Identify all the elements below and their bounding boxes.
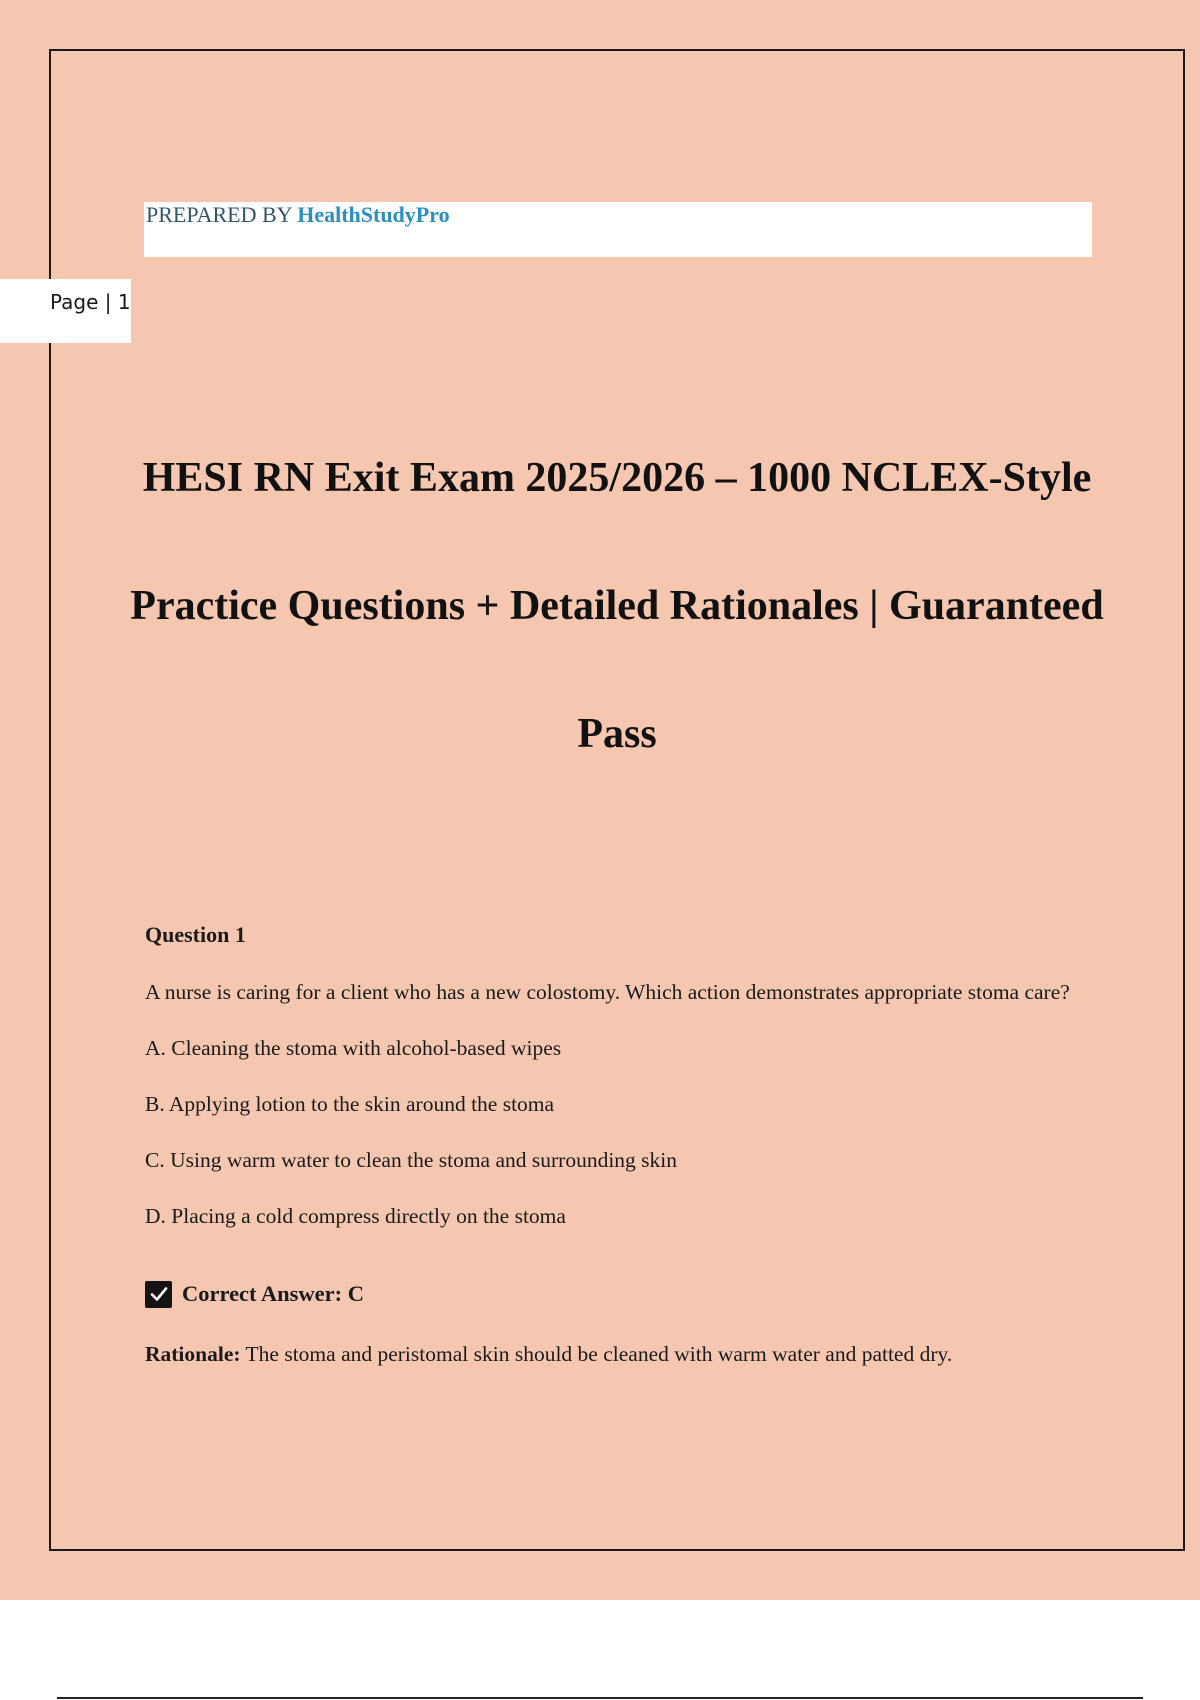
bottom-rule bbox=[57, 1697, 1143, 1699]
option-d: D. Placing a cold compress directly on the stoma bbox=[145, 1204, 566, 1228]
correct-answer-text: Correct Answer: C bbox=[182, 1281, 365, 1306]
checkmark-icon bbox=[145, 1281, 172, 1308]
header-brand: HealthStudyPro bbox=[297, 202, 450, 227]
option-a: A. Cleaning the stoma with alcohol-based wipes bbox=[145, 1036, 562, 1060]
rationale-label: Rationale: bbox=[145, 1342, 241, 1366]
question-block bbox=[145, 915, 1085, 1374]
option-b: B. Applying lotion to the skin around the stoma bbox=[145, 1092, 555, 1116]
answer-options bbox=[145, 1020, 1085, 1244]
header-banner bbox=[144, 202, 1092, 257]
rationale bbox=[145, 1334, 1085, 1374]
rationale-text: The stoma and peristomal skin should be cleaned with warm water and patted dry. bbox=[240, 1342, 953, 1366]
question-stem: A nurse is caring for a client who has a new colostomy. Which action demonstrates appropriate stoma care? bbox=[145, 980, 1070, 1004]
question-heading: Question 1 bbox=[145, 922, 246, 947]
header-prefix: PREPARED BY bbox=[146, 202, 298, 227]
page-number: Page | 1 bbox=[50, 290, 131, 314]
document-title: HESI RN Exit Exam 2025/2026 – 1000 NCLEX-Style Practice Questions + Detailed Rationales | Guaranteed Pass bbox=[130, 455, 1104, 757]
correct-answer bbox=[145, 1274, 1085, 1314]
option-c: C. Using warm water to clean the stoma and surrounding skin bbox=[145, 1148, 678, 1172]
